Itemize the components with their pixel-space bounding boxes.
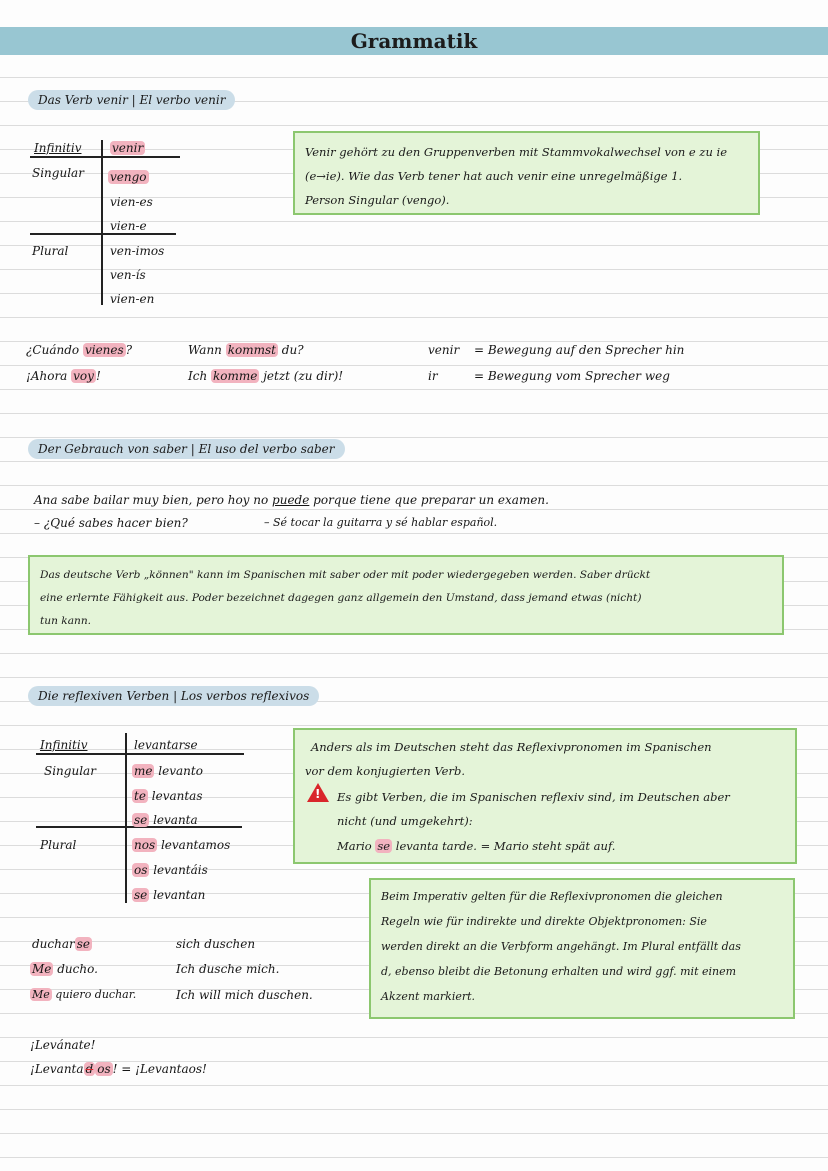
saber-note-box	[28, 555, 784, 635]
reflexive-table-header-line	[36, 753, 244, 755]
saber-note-line: tun kann.	[40, 615, 92, 627]
saber-dialog-question: – ¿Qué sabes hacer bien?	[34, 516, 188, 530]
venir-example-2-es: ¡Ahora voy !	[26, 369, 101, 383]
imperative-example-2: ¡Levanta d os ! = ¡Levantaos!	[30, 1062, 207, 1076]
reflexive-form-3pl: se levantan	[134, 888, 206, 902]
ducharse-example-1-de: Ich dusche mich.	[176, 962, 280, 976]
venir-form-3pl: vien-en	[110, 292, 155, 306]
reflexive-plural-label: Plural	[40, 838, 77, 852]
reflexive-note-line: nicht (und umgekehrt):	[337, 814, 473, 828]
venir-definition-meaning: = Bewegung auf den Sprecher hin	[474, 343, 685, 357]
venir-table-infinitiv-label: Infinitiv	[34, 141, 82, 155]
reflexive-form-1sg: me levanto	[134, 764, 203, 778]
venir-example-1-de: Wann kommst du?	[188, 343, 304, 357]
venir-note-line: Venir gehört zu den Gruppenverben mit Stammvokalwechsel von e zu ie	[305, 145, 728, 159]
reflexive-note-line: Es gibt Verben, die im Spanischen reflexiv sind, im Deutschen aber	[337, 790, 730, 804]
venir-note-line: Person Singular (vengo).	[305, 193, 450, 207]
venir-definition-word: venir	[428, 343, 460, 357]
venir-note-box	[293, 131, 760, 215]
warning-icon: !	[307, 783, 329, 802]
venir-table-header-line	[30, 156, 180, 158]
reflexive-form-1pl: nos levantamos	[134, 838, 231, 852]
imperative-note-line: Akzent markiert.	[381, 990, 476, 1003]
saber-heading: Der Gebrauch von saber | El uso del verbo saber	[28, 439, 345, 459]
imperative-note-line: werden direkt an die Verbform angehängt. Im Plural entfällt das	[381, 940, 741, 953]
venir-infinitive-highlight: venir	[112, 141, 144, 155]
saber-note-line: Das deutsche Verb „können" kann im Spanischen mit saber oder mit poder wiedergegeben werden. Saber drückt	[40, 569, 651, 581]
reflexive-form-2pl: os levantáis	[134, 863, 208, 877]
ir-definition-meaning: = Bewegung vom Sprecher weg	[474, 369, 670, 383]
reflexive-form-3sg: se levanta	[134, 813, 198, 827]
reflexive-heading: Die reflexiven Verben | Los verbos reflexivos	[28, 686, 319, 706]
venir-heading: Das Verb venir | El verbo venir	[28, 90, 235, 110]
reflexive-note-box	[293, 728, 797, 864]
ducharse-example-2-de: Ich will mich duschen.	[176, 988, 313, 1002]
reflexive-table-infinitive: levantarse	[134, 738, 198, 752]
venir-form-2sg: vien-es	[110, 195, 153, 209]
reflexive-table-divider	[125, 733, 127, 903]
reflexive-note-line: Anders als im Deutschen steht das Reflexivpronomen im Spanischen	[311, 740, 712, 754]
reflexive-note-line: vor dem konjugierten Verb.	[305, 764, 465, 778]
ducharse-example-2: Me quiero duchar.	[32, 988, 137, 1001]
venir-table-infinitive	[110, 141, 145, 155]
venir-singular-label: Singular	[32, 166, 84, 180]
saber-dialog-answer: – Sé tocar la guitarra y sé hablar español.	[264, 516, 498, 529]
venir-example-1-es: ¿Cuándo vienes ?	[26, 343, 133, 357]
reflexive-singular-label: Singular	[44, 764, 96, 778]
venir-form-1pl: ven-imos	[110, 244, 165, 258]
imperative-example-1: ¡Levánate!	[30, 1038, 96, 1052]
venir-example-2-de: Ich komme jetzt (zu dir)!	[188, 369, 344, 383]
ducharse-translation: sich duschen	[176, 937, 256, 951]
saber-example-sentence: Ana sabe bailar muy bien, pero hoy no puede porque tiene que preparar un examen.	[34, 493, 549, 507]
venir-form-1sg: vengo	[110, 170, 147, 184]
page-title: Grammatik	[0, 27, 828, 55]
venir-form-2pl: ven-ís	[110, 268, 146, 282]
venir-note-line: (e→ie). Wie das Verb tener hat auch venir eine unregelmäßige 1.	[305, 169, 683, 183]
imperative-note-line: d, ebenso bleibt die Betonung erhalten und wird ggf. mit einem	[381, 965, 737, 978]
imperative-note-box	[369, 878, 795, 1019]
imperative-note-line: Regeln wie für indirekte und direkte Objektpronomen: Sie	[381, 915, 707, 928]
ducharse-example-1: Me ducho.	[32, 962, 98, 976]
imperative-note-line: Beim Imperativ gelten für die Reflexivpronomen die gleichen	[381, 890, 723, 903]
venir-table-divider	[101, 140, 103, 305]
venir-table-mid-line	[30, 233, 176, 235]
venir-form-3sg: vien-e	[110, 219, 147, 233]
reflexive-note-example: Mario se levanta tarde. = Mario steht spät auf.	[337, 839, 616, 853]
reflexive-form-2sg: te levantas	[134, 789, 203, 803]
ducharse-infinitive: duchar se	[32, 937, 91, 951]
reflexive-table-infinitiv-label: Infinitiv	[40, 738, 88, 752]
venir-plural-label: Plural	[32, 244, 69, 258]
ir-definition-word: ir	[428, 369, 438, 383]
saber-note-line: eine erlernte Fähigkeit aus. Poder bezeichnet dagegen ganz allgemein den Umstand, dass jemand etwas (nicht)	[40, 592, 642, 604]
